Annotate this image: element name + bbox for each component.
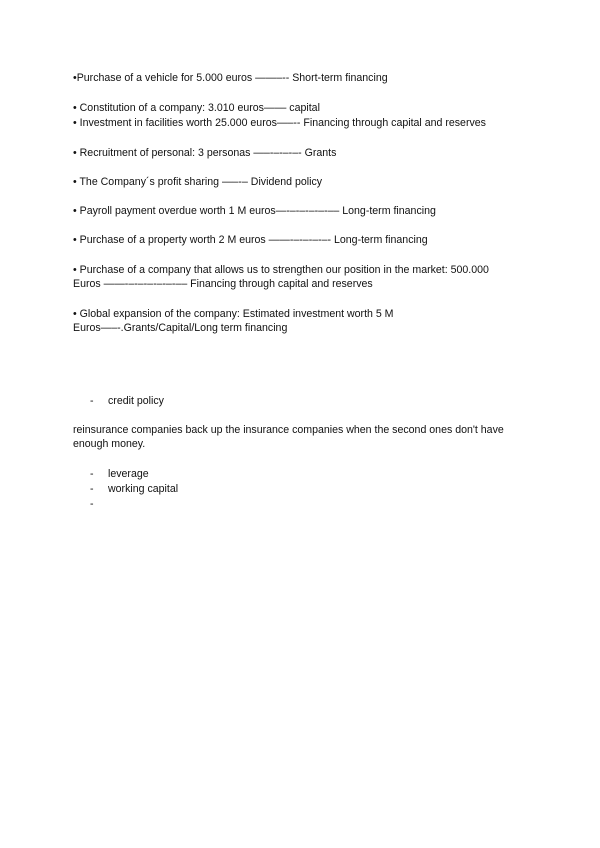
list-item-working-capital bbox=[90, 482, 178, 496]
paragraph-reinsurance: reinsurance companies back up the insurance companies when the second ones don't have bbox=[73, 424, 504, 436]
list-item-text: working capital bbox=[108, 483, 179, 495]
text-line-investment: • Investment in facilities worth 25.000 euros—–-- Financing through capital and reserves bbox=[73, 117, 486, 129]
text-line-vehicle: •Purchase of a vehicle for 5.000 euros ——–-- Short-term financing bbox=[73, 72, 388, 84]
list-dash: - bbox=[90, 468, 94, 480]
list-dash: - bbox=[90, 498, 94, 510]
paragraph-reinsurance-cont: enough money. bbox=[73, 438, 146, 450]
text-line-company-purchase: • Purchase of a company that allows us to strengthen our position in the market: 500.000 bbox=[73, 264, 489, 276]
text-line-global-expansion: • Global expansion of the company: Estimated investment worth 5 M bbox=[73, 308, 394, 320]
list-item-empty bbox=[90, 497, 108, 511]
list-item-credit-policy bbox=[90, 394, 164, 408]
list-item-text: leverage bbox=[108, 468, 149, 480]
text-line-constitution: • Constitution of a company: 3.010 euros—–– capital bbox=[73, 102, 320, 114]
text-line-property: • Purchase of a property worth 2 M euros ——-–-–-–-–- Long-term financing bbox=[73, 234, 428, 246]
list-item-text: credit policy bbox=[108, 395, 164, 407]
text-line-company-purchase-cont: Euros ——-–-–-–-–-–-–– Financing through capital and reserves bbox=[73, 278, 373, 290]
text-line-global-expansion-cont: Euros—–-.Grants/Capital/Long term financing bbox=[73, 322, 288, 334]
list-dash: - bbox=[90, 395, 94, 407]
text-line-profit-sharing: • The Company´s profit sharing —–-– Dividend policy bbox=[73, 176, 323, 188]
text-line-recruitment: • Recruitment of personal: 3 personas —–-–-–-–- Grants bbox=[73, 147, 337, 159]
list-dash: - bbox=[90, 483, 94, 495]
text-line-payroll: • Payroll payment overdue worth 1 M euros—-–-–-–-–-–– Long-term financing bbox=[73, 205, 436, 217]
list-item-leverage bbox=[90, 467, 149, 481]
